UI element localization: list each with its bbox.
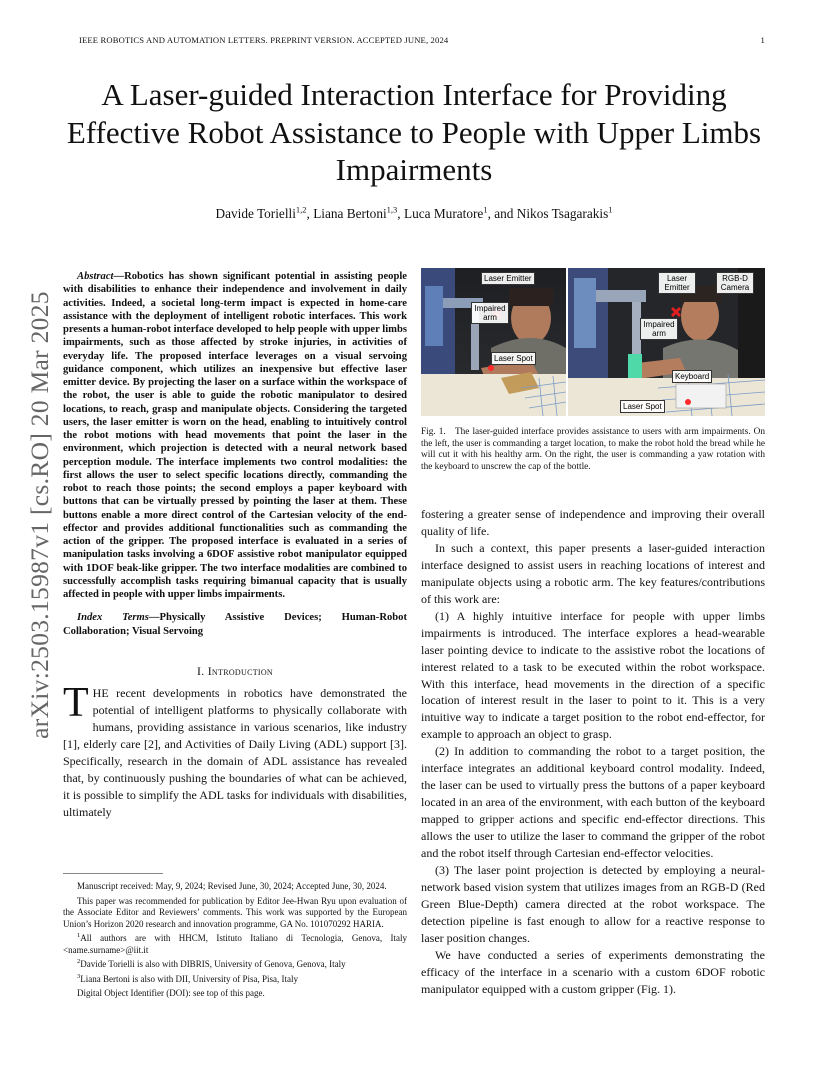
footnote: $^1$All authors are with HHCM, Istituto Italiano di Tecnologia, Genova, Italy <name.surname>@iit.it xyxy=(63,932,407,955)
figure-photo-left xyxy=(421,268,566,416)
author: Liana Bertoni$^{1,3}$, xyxy=(313,205,404,222)
intro-paragraph: THE recent developments in robotics have demonstrated the potential of intelligent platforms to physically collaborate with humans, providing assistance in various scenarios, like industry [1], elderly care [2], and Activities of Daily Living (ADL) support [3]. Specifically, research in the domain of ADL assistance has revealed that, by continuously pushing the boundaries of what can be achieved, it is possible to simplify the ADL tasks for individuals with disabilities, ultimately xyxy=(63,679,407,819)
footnotes xyxy=(63,878,407,1000)
label-laser-emitter-right: Laser Emitter xyxy=(658,272,696,294)
footnote-rule xyxy=(63,873,163,874)
paragraph: (3) The laser point projection is detected by employing a neural-network based vision system that utilizes images from an RGB-D (Red Green Blue-Depth) camera directed at the robot workspace. The detection pipeline is fast enough to allow for a reactive response to laser position changes. xyxy=(421,863,765,945)
arxiv-stamp: arXiv:2503.15987v1 [cs.RO] 20 Mar 2025 xyxy=(25,291,54,739)
footnote: This paper was recommended for publication by Editor Jee-Hwan Ryu upon evaluation of the Associate Editor and Reviewers’ comments. This work was supported by the European Union’s Horizon 2020 research and innovation programme, GA No. 101070292 HARIA. xyxy=(63,895,407,929)
index-terms: Index Terms—Physically Assistive Devices; Human-Robot Collaboration; Visual Servoing xyxy=(63,612,407,637)
paragraph: In such a context, this paper presents a laser-guided interaction interface designed to assist users in reaching locations of interest and manipulate objects using a robotic arm. The key features/contributions of this work are: xyxy=(421,540,765,606)
right-column-text xyxy=(421,506,765,998)
author: Davide Torielli$^{1,2}$, xyxy=(215,205,314,222)
photo-illustration-left xyxy=(421,268,566,416)
footnote: Manuscript received: May, 9, 2024; Revised June, 30, 2024; Accepted June, 30, 2024. xyxy=(77,881,387,891)
label-laser-emitter-left: Laser Emitter xyxy=(481,272,535,285)
drop-cap: T xyxy=(63,679,89,726)
label-rgbd-camera: RGB-D Camera xyxy=(716,272,754,294)
footnote: Digital Object Identifier (DOI): see top of this page. xyxy=(77,988,265,998)
figure-caption: Fig. 1. The laser-guided interface provides assistance to users with arm impairments. On the left, the user is commanding a target location, to make the robot hold the bread while he will cut it with his healthy arm. On the right, the user is commanding a yaw rotation with the keyboard to unscrew the cap of the bottle. xyxy=(421,427,765,472)
running-header xyxy=(79,35,765,45)
page-number: 1 xyxy=(760,35,765,45)
abstract: Abstract—Robotics has shown significant potential in assisting people with disabilities to enhance their independence and involvement in daily activities. Indeed, a societal long-term impact is expected in home-care assistance with the deployment of intelligent robotic interfaces. This work presents a human-robot interface developed to help people with upper limbs impairments, such as those affected by stroke injuries, in activities of everyday life. The proposed interface leverages on a visual servoing guidance component, which utilizes an inexpensive but effective laser emitter device. By projecting the laser on a surface within the workspace of the robot, the user is able to guide the robotic manipulator to desired locations, to reach, grasp and manipulate objects. Considering the targeted users, the laser emitter is worn on the head, enabling to intuitively control the robot motions with head movements that point the laser in the environment, which projection is detected with a neural network based perception module. The interface implements two control modalities: the first allows the user to select specific locations directly, commanding the robot to reach those points; the second employs a paper keyboard with buttons that can be virtually pressed by pointing the laser at them. These buttons enable a more direct control of the Cartesian velocity of the end-effector and provides additional functionalities such as commanding the action of the gripper. The proposed interface is evaluated in a series of manipulation tasks involving a 6DOF assistive robot manipulator equipped with 1DOF beak-like gripper. The two interface modalities are combined to successfully accomplish tasks requiring bimanual capacity that is usually affected in people with upper limbs impairments. xyxy=(63,271,407,600)
paragraph: We have conducted a series of experiments demonstrating the efficacy of the interface in a scenario with a custom 6DOF robotic manipulator equipped with a custom gripper (Fig. 1). xyxy=(421,947,765,996)
author-list xyxy=(60,205,768,222)
label-impaired-arm-right: Impaired arm xyxy=(640,318,678,340)
label-laser-spot-left: Laser Spot xyxy=(491,352,536,365)
section-heading: I. Introduction xyxy=(196,663,274,678)
author: Luca Muratore$^1$, and xyxy=(403,205,517,222)
author: Nikos Tsagarakis$^1$ xyxy=(516,205,613,222)
label-impaired-arm-left: Impaired arm xyxy=(471,302,509,324)
figure-1 xyxy=(421,268,765,416)
figure-photo-right xyxy=(568,268,765,416)
label-laser-spot-right: Laser Spot xyxy=(620,400,665,413)
journal-header: IEEE ROBOTICS AND AUTOMATION LETTERS. PREPRINT VERSION. ACCEPTED JUNE, 2024 xyxy=(79,35,449,45)
paragraph: (1) A highly intuitive interface for people with upper limbs impairments is introduced. The interface explores a head-wearable laser pointing device to indicate to the assistive robot the locations of interest related to a task to be executed within the robot workspace. With this interface, head movements in the direction of a specific location of interest result in the laser to point to it. This is a very intuitive way to indicate a target position to the robot end-effector, for example to approach an object to grasp. xyxy=(421,608,765,742)
paragraph: (2) In addition to commanding the robot to a target position, the interface integrates an additional keyboard control modality. Indeed, the laser can be used to virtually press the buttons of a paper keyboard located in an area of the environment, with each button of the keyboard mapped to gripper actions and specific end-effector directions. This allows the user to utilize the laser to command the gripper of the robot and the robot itself through Cartesian end-effector velocities. xyxy=(421,744,765,861)
paper-title: A Laser-guided Interaction Interface for Providing Effective Robot Assistance to People with Upper Limbs Impairments xyxy=(66,77,762,187)
footnote: $^3$Liana Bertoni is also with DII, University of Pisa, Pisa, Italy xyxy=(77,972,298,984)
paragraph: fostering a greater sense of independence and improving their overall quality of life. xyxy=(421,507,765,538)
label-keyboard: Keyboard xyxy=(672,370,712,383)
footnote: $^2$Davide Torielli is also with DIBRIS, University of Genova, Genova, Italy xyxy=(77,958,346,969)
left-column xyxy=(63,270,407,820)
